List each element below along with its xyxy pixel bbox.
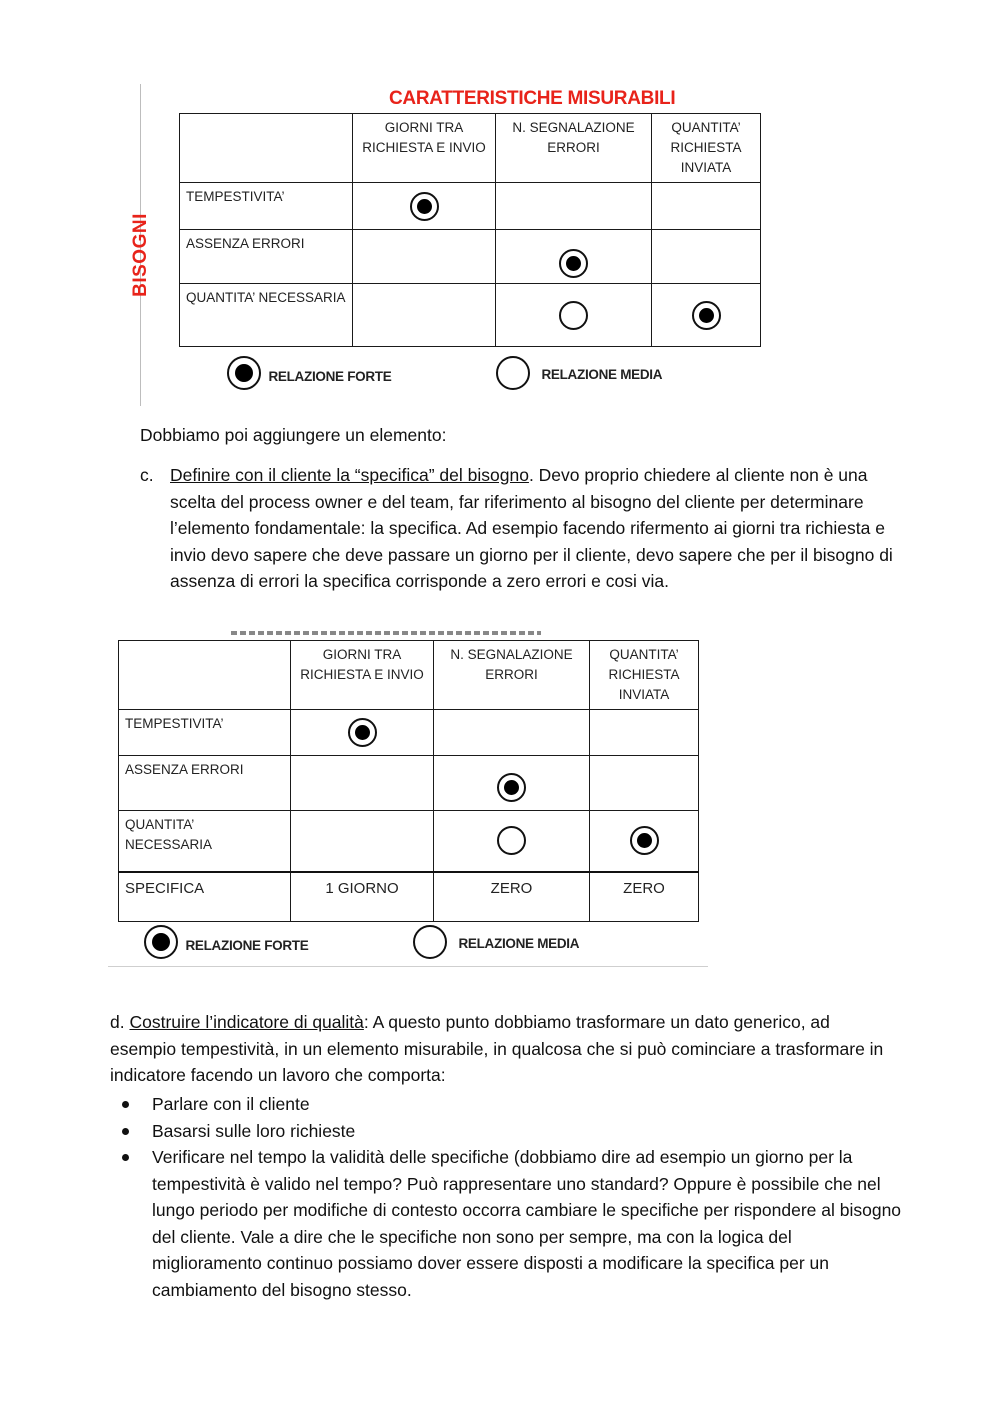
matrix-cell <box>291 710 434 756</box>
column-header: GIORNI TRA RICHIESTA E INVIO <box>291 641 434 710</box>
medium-relation-icon <box>559 301 588 330</box>
column-header: QUANTITA’ RICHIESTA INVIATA <box>652 114 761 183</box>
spec-matrix-table <box>118 640 699 922</box>
medium-relation-icon <box>497 826 526 855</box>
list-marker-c: c. <box>140 465 154 485</box>
item-d-text: : A questo punto dobbiamo trasformare un dato generico, ad esempio tempestività, in un elemento misurabile, in qualcosa che si può cominciare a trasformare in indicatore facendo un lavoro che comporta: <box>110 1012 884 1085</box>
figure-vertical-label: BISOGNI <box>129 213 151 297</box>
legend-strong <box>144 925 309 959</box>
matrix-cell <box>434 756 590 811</box>
spec-row-label: SPECIFICA <box>119 872 291 922</box>
intro-paragraph: Dobbiamo poi aggiungere un elemento: <box>140 425 447 445</box>
matrix-cell <box>353 284 496 347</box>
strong-relation-icon <box>410 192 439 221</box>
list-item: Basarsi sulle loro richieste <box>110 1118 902 1145</box>
cropped-title-remnant <box>231 631 541 635</box>
column-header: QUANTITA’ RICHIESTA INVIATA <box>590 641 699 710</box>
strong-relation-icon <box>559 249 588 278</box>
matrix-cell <box>590 710 699 756</box>
strong-relation-icon <box>144 925 178 959</box>
strong-relation-icon <box>497 773 526 802</box>
item-c-paragraph <box>170 462 898 595</box>
matrix-cell <box>353 230 496 284</box>
row-label: ASSENZA ERRORI <box>119 756 291 811</box>
matrix-cell <box>590 756 699 811</box>
legend-strong-label: RELAZIONE FORTE <box>185 937 309 953</box>
item-c-text: . Devo proprio chiedere al cliente non è una scelta del process owner e del team, far riferimento al bisogno del cliente per determinare l’elemento fondamentale: la specifica. Ad esempio facendo rifermento ai giorni tra richiesta e invio devo sapere che deve passare un giorno per il cliente, devo sapere che per il bisogno di assenza di errori la specifica corrisponde a zero errori e cosi via. <box>170 465 893 591</box>
column-header: N. SEGNALAZIONE ERRORI <box>434 641 590 710</box>
item-c-title: Definire con il cliente la “specifica” del bisogno <box>170 465 529 485</box>
legend-strong-label: RELAZIONE FORTE <box>268 368 392 384</box>
legend-strong <box>227 356 392 390</box>
strong-relation-icon <box>348 718 377 747</box>
legend-medium-label: RELAZIONE MEDIA <box>541 366 663 382</box>
row-label: QUANTITA’ NECESSARIA <box>180 284 353 347</box>
needs-matrix-table <box>179 113 761 347</box>
figure-title: CARATTERISTICHE MISURABILI <box>389 88 676 109</box>
matrix-cell <box>496 284 652 347</box>
matrix-cell <box>434 710 590 756</box>
matrix-cell <box>434 811 590 872</box>
matrix-cell <box>353 183 496 230</box>
row-label: QUANTITA’ NECESSARIA <box>119 811 291 872</box>
row-label: TEMPESTIVITA’ <box>119 710 291 756</box>
strong-relation-icon <box>630 826 659 855</box>
legend-medium <box>413 925 580 959</box>
matrix-cell <box>291 811 434 872</box>
item-d-title: Costruire l’indicatore di qualità <box>129 1012 364 1032</box>
figure-spec-matrix <box>108 638 708 967</box>
figure-needs-matrix <box>129 84 761 406</box>
spec-value: 1 GIORNO <box>291 872 434 922</box>
medium-relation-icon <box>496 356 530 390</box>
matrix-cell <box>291 756 434 811</box>
list-item: Parlare con il cliente <box>110 1091 902 1118</box>
matrix-cell <box>652 183 761 230</box>
strong-relation-icon <box>227 356 261 390</box>
item-d-paragraph <box>110 1009 900 1089</box>
column-header: GIORNI TRA RICHIESTA E INVIO <box>353 114 496 183</box>
list-item: Verificare nel tempo la validità delle specifiche (dobbiamo dire ad esempio un giorno per la tempestività è valido nel tempo? Può rappresentare uno standard? Oppure è possibile che nel lungo periodo per modifiche di contesto occorra cambiare le specifiche per rispondere al bisogno del cliente. Vale a dire che le specifiche non sono per sempre, ma con la logica del miglioramento continuo possiamo dover essere disposti a modificare la specifica per un cambiamento del bisogno stesso. <box>110 1144 902 1303</box>
matrix-cell <box>590 811 699 872</box>
column-header: N. SEGNALAZIONE ERRORI <box>496 114 652 183</box>
matrix-cell <box>496 230 652 284</box>
spec-value: ZERO <box>434 872 590 922</box>
legend-medium <box>496 356 663 390</box>
bullet-list <box>110 1091 902 1303</box>
spec-value: ZERO <box>590 872 699 922</box>
list-marker-d: d. <box>110 1012 130 1032</box>
strong-relation-icon <box>692 301 721 330</box>
row-label: TEMPESTIVITA’ <box>180 183 353 230</box>
matrix-cell <box>652 284 761 347</box>
corner-cell <box>119 641 291 710</box>
legend-medium-label: RELAZIONE MEDIA <box>458 935 580 951</box>
medium-relation-icon <box>413 925 447 959</box>
matrix-cell <box>496 183 652 230</box>
corner-cell <box>180 114 353 183</box>
row-label: ASSENZA ERRORI <box>180 230 353 284</box>
matrix-cell <box>652 230 761 284</box>
